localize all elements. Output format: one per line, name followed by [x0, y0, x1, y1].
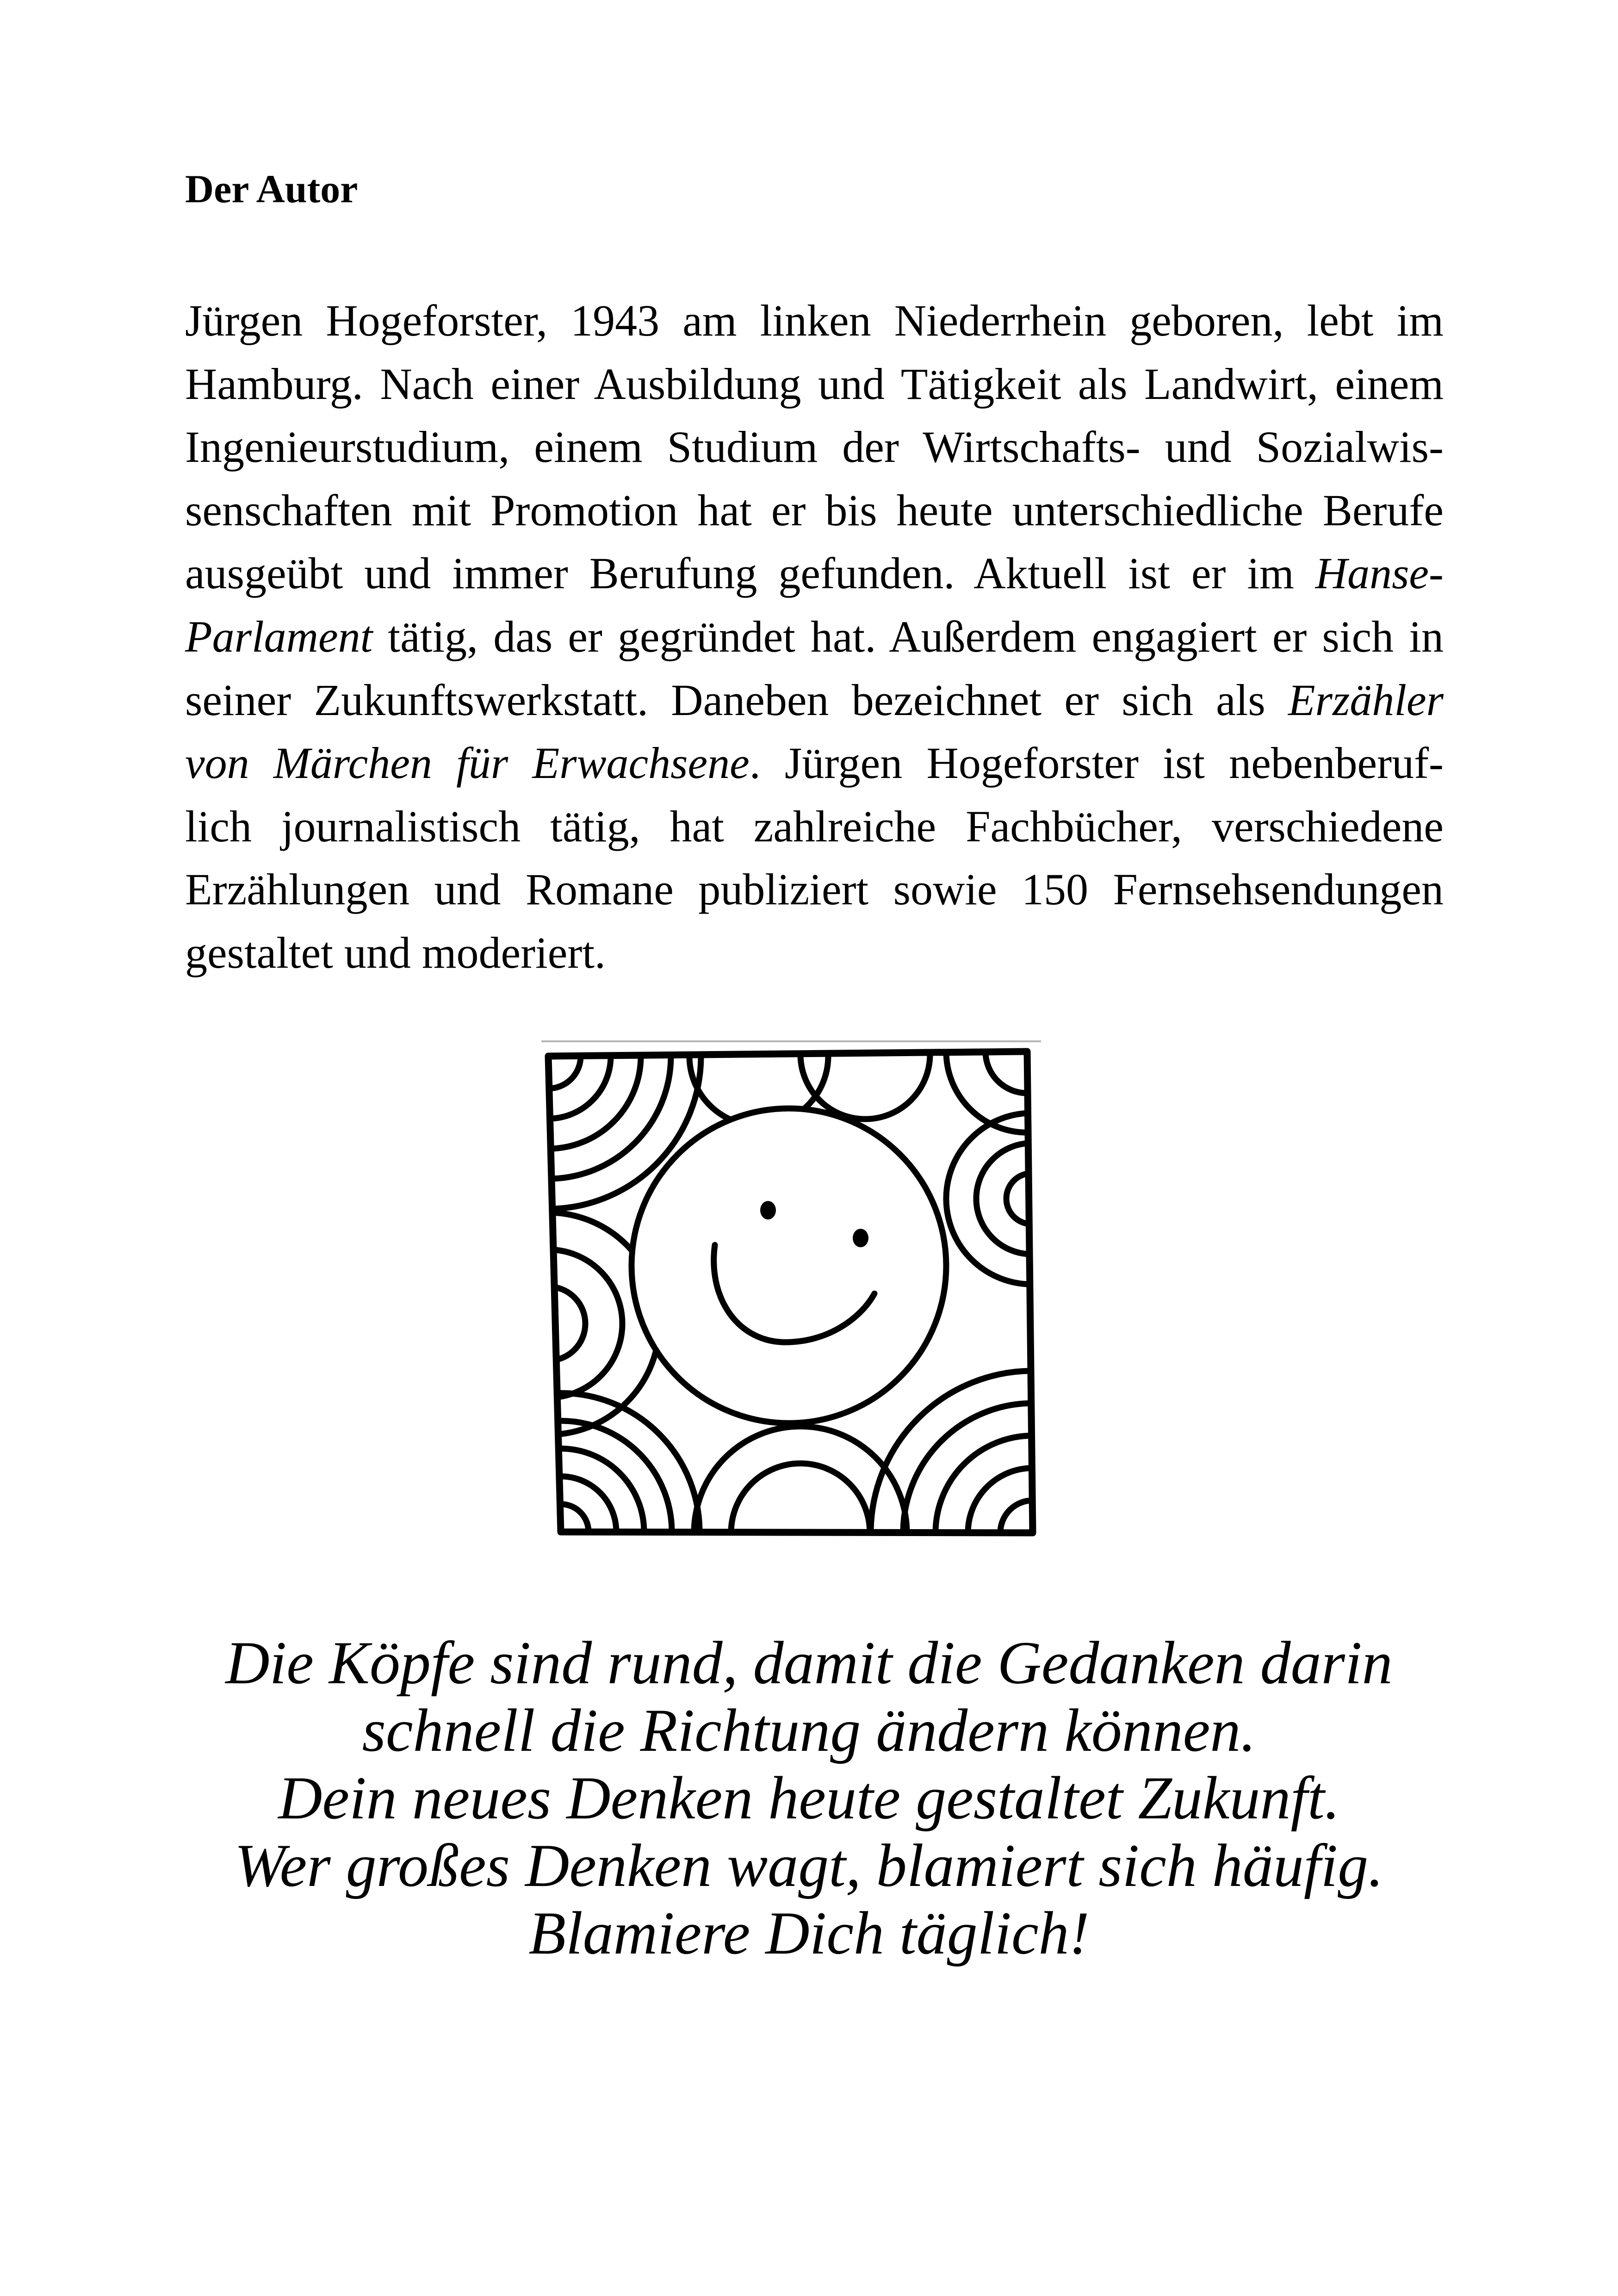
quote-line: Wer großes Denken wagt, blamiert sich häufig. [234, 1831, 1384, 1899]
bio-italic-text: von Märchen für Erwachsene [185, 738, 750, 788]
quote-line: schnell die Richtung ändern können. [362, 1696, 1256, 1764]
bio-italic-text: Parlament [185, 611, 373, 661]
bio-line [185, 416, 1444, 479]
bio-line [185, 542, 1444, 605]
bio-line [185, 795, 1444, 859]
smiling-sun-drawing-icon [541, 1037, 1041, 1541]
bio-text: tätig, das er gegründet hat. Außerdem engagiert er sich in [372, 611, 1444, 661]
bio-text: Ingenieurstudium, einem Studium der Wirtschafts- und Sozialwis- [185, 422, 1444, 472]
quote-line: Die Köpfe sind rund, damit die Gedanken darin [225, 1629, 1393, 1697]
bio-text: senschaften mit Promotion hat er bis heute unterschiedliche Berufe [185, 485, 1444, 535]
bio-text: gestaltet und moderiert. [185, 927, 606, 977]
bio-italic-text: Erzähler [1288, 675, 1444, 725]
bio-line [185, 669, 1444, 732]
bio-text: lich journalistisch tätig, hat zahlreiche Fachbücher, verschiedene [185, 801, 1444, 851]
quote-line: Dein neues Denken heute gestaltet Zukunft. [278, 1764, 1340, 1832]
bio-line [185, 353, 1444, 416]
author-bio [185, 289, 1444, 985]
quote-line: Blamiere Dich täglich! [528, 1899, 1090, 1967]
bio-line [185, 858, 1444, 921]
bio-line [185, 921, 1444, 985]
bio-text: Erzählungen und Romane publiziert sowie 150 Fernsehsendungen [185, 865, 1444, 915]
bio-text: . Jürgen Hogeforster ist nebenberuf- [749, 738, 1444, 788]
bio-line [185, 732, 1444, 795]
bio-italic-text: Hanse- [1315, 548, 1444, 598]
bio-text: Jürgen Hogeforster, 1943 am linken Niederrhein geboren, lebt im [185, 296, 1444, 345]
bio-line [185, 479, 1444, 542]
bio-line [185, 289, 1444, 353]
bio-line [185, 605, 1444, 669]
section-heading: Der Autor [185, 167, 358, 211]
bio-text: ausgeübt und immer Berufung gefunden. Aktuell ist er im [185, 548, 1315, 598]
bio-text: Hamburg. Nach einer Ausbildung und Tätigkeit als Landwirt, einem [185, 359, 1444, 409]
bio-text: seiner Zukunftswerkstatt. Daneben bezeichnet er sich als [185, 675, 1288, 725]
closing-quote [139, 1629, 1479, 1967]
